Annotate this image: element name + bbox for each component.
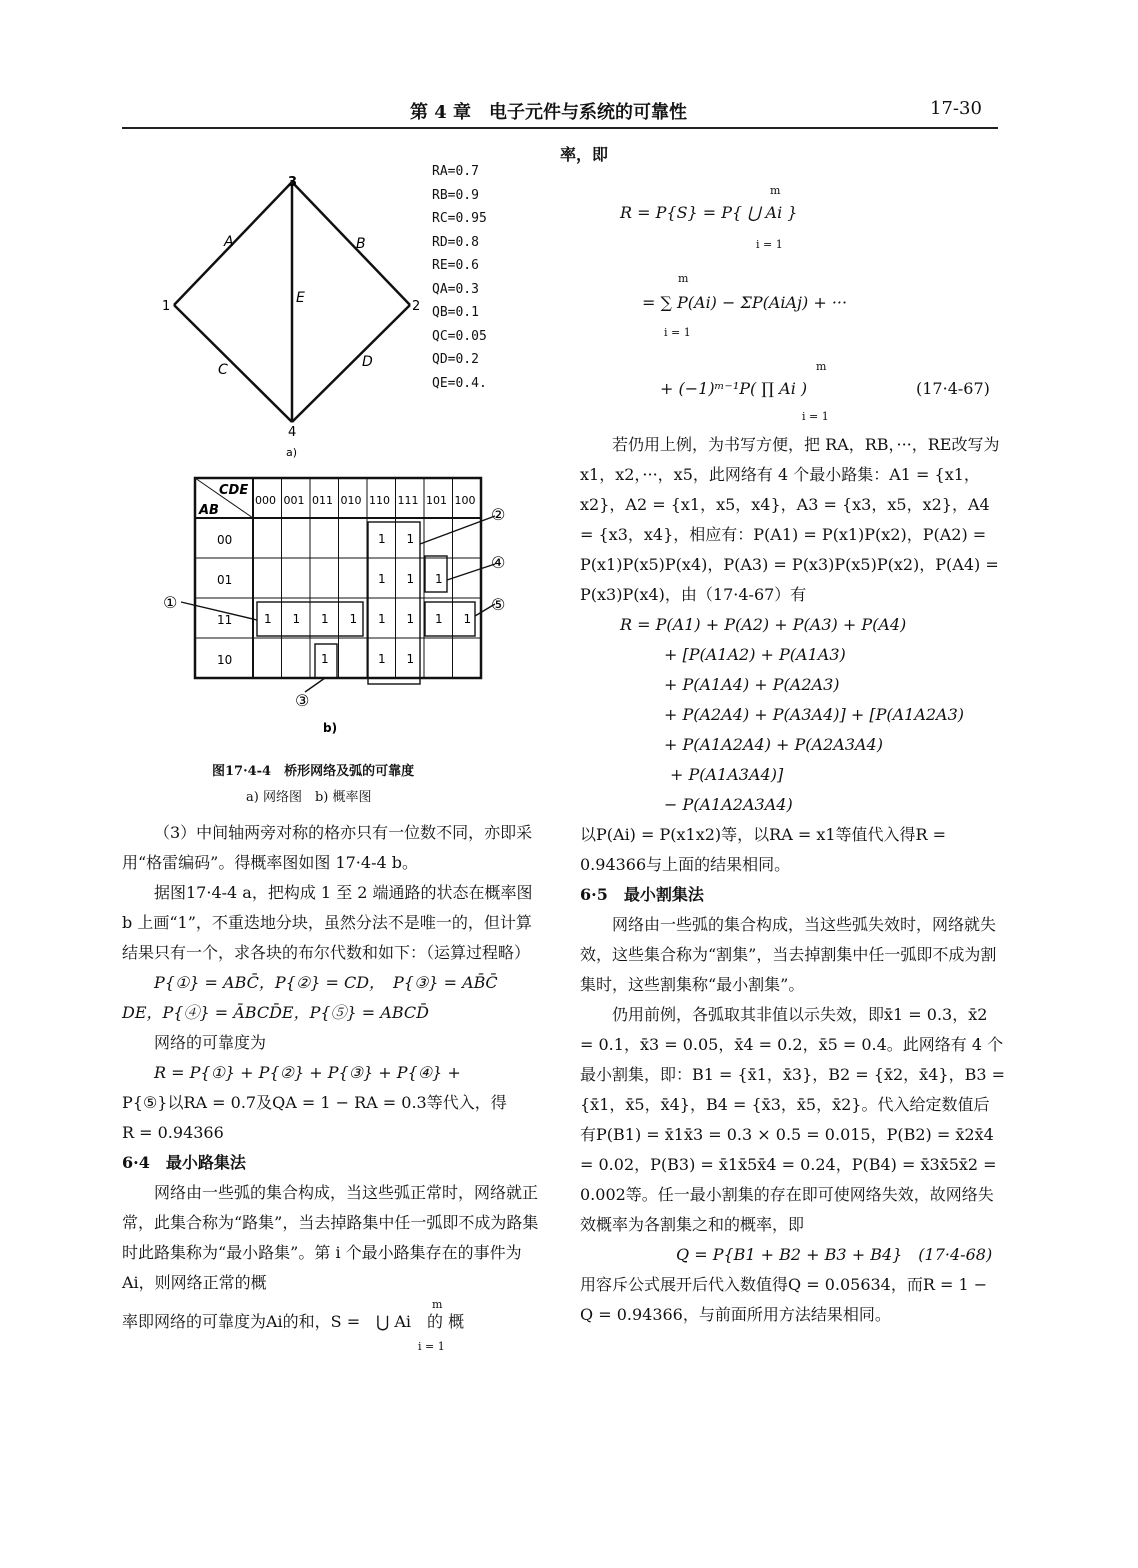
kmap-col-header: 011 <box>312 494 333 507</box>
kmap-cell-value: 1 <box>378 652 386 666</box>
union-formula-sub: i = 1 <box>418 1340 445 1353</box>
eq1-sub: i = 1 <box>756 238 783 251</box>
right-intro: 率，即 <box>560 145 609 164</box>
legend-item: QE=0.4. <box>432 375 487 391</box>
kmap-cell-value: 1 <box>321 612 329 626</box>
equation-3-block <box>580 350 1005 430</box>
node-1-label: 1 <box>162 299 171 314</box>
legend-item: QA=0.3 <box>432 281 479 297</box>
result-r-value: R = 0.94366 <box>122 1123 224 1142</box>
kmap-col-header: 111 <box>397 494 419 507</box>
equation-1-block <box>580 170 1005 260</box>
left-para-reliability-intro: 网络的可靠度为 <box>154 1033 267 1052</box>
section-heading-6-4: 6·4 最小路集法 <box>122 1153 246 1172</box>
legend-item: QB=0.1 <box>432 305 479 320</box>
group-3-label: ③ <box>295 691 310 710</box>
legend-item: RB=0.9 <box>432 187 479 203</box>
kmap-col-header: 100 <box>454 494 476 507</box>
kmap-cell-value: 1 <box>406 612 415 626</box>
kmap-cell-value: 1 <box>378 532 386 546</box>
kmap-cell-value: 1 <box>264 612 272 626</box>
kmap-cell-value: 1 <box>292 612 301 626</box>
left-column <box>122 818 547 1353</box>
eq3-text: + (−1)ᵐ⁻¹P( ∏ Ai ) <box>660 379 808 398</box>
right-para-4: 仍用前例，各弧取其非值以示失效，即x̄1 = 0.3，x̄2 = 0.1，x̄3 = 0.05，x̄4 = 0.2，x̄5 = 0.4。此网络有 4 个最小割集，即：B1 = {x̄1，x̄3}，B2 = {x̄2，x̄4}，B3 = {x̄1，x̄5，x̄4}，B4 = {x̄3，x̄5，x̄2}。代入给定数值后有P(B1) = x̄1x̄3 = 0.3 × 0.5 = 0.015，P(B2) = x̄2x̄4 = 0.02，P(B3) = x̄1x̄5x̄4 = 0.24，P(B4) = x̄3x̄5x̄2 = 0.002等。任一最小割集的存在即可使网络失效，故网络失效概率为各割集之和的概率，即 <box>580 1005 1005 1234</box>
kmap-cell-value: 1 <box>463 612 472 626</box>
group-5-label: ⑤ <box>491 595 506 614</box>
figure-subcaption: a) 网络图 b) 概率图 <box>246 790 372 805</box>
legend-item: RE=0.6 <box>432 258 479 273</box>
right-para-3: 网络由一些弧的集合构成，当这些弧失效时，网络就失效，这些集合称为“割集”，当去掉割集中任一弧即不成为割集时，这些割集称“最小割集”。 <box>580 915 997 994</box>
kmap-corner-cde: CDE <box>219 483 249 498</box>
legend-item: QD=0.2 <box>432 352 479 367</box>
header-rule <box>122 127 998 129</box>
equation-68: Q = P{B1 + B2 + B3 + B4} (17·4-68) <box>676 1245 993 1264</box>
kmap-corner-ab: AB <box>199 503 219 518</box>
kmap-cell-value: 1 <box>349 612 358 626</box>
left-para-1: （3）中间轴两旁对称的格亦只有一位数不同，亦即采用“格雷编码”。得概率图如图 17·4-4 b。 <box>122 823 533 872</box>
union-formula-line <box>122 1298 547 1353</box>
kmap-cell-value: 1 <box>378 572 386 586</box>
union-formula-sup: m <box>432 1298 443 1311</box>
eq2-sup: m <box>678 272 689 285</box>
legend-item: QC=0.05 <box>432 328 487 344</box>
eq3-sub: i = 1 <box>802 410 829 423</box>
eq1-text: R = P{S} = P{ ⋃ Ai } <box>620 203 798 222</box>
kmap-cell-value: 1 <box>435 612 443 626</box>
figure-caption: 图17·4-4 桥形网络及弧的可靠度 <box>212 764 415 779</box>
kmap-row-header: 11 <box>217 613 233 627</box>
equation-2-block <box>580 260 1005 350</box>
expansion-line-7: − P(A1A2A3A4) <box>664 795 793 814</box>
union-formula-text: 率即网络的可靠度为Ai的和，S = ⋃ Ai 的 概 <box>122 1312 465 1331</box>
group-1-label: ① <box>163 593 178 612</box>
arc-C-line <box>174 305 292 422</box>
kmap-cell-value: 1 <box>406 572 415 586</box>
left-para-substitution: P{⑤}以RA = 0.7及QA = 1 − RA = 0.3等代入，得 <box>122 1093 507 1112</box>
page-number: 17-30 <box>930 98 982 119</box>
bridge-network-diagram <box>160 170 430 460</box>
expansion-line-1: R = P(A1) + P(A2) + P(A3) + P(A4) <box>620 615 907 634</box>
left-para-2: 据图17·4-4 a，把构成 1 至 2 端通路的状态在概率图 b 上画“1”，不重迭地分块，虽然分法不是唯一的，但计算结果只有一个，求各块的布尔代数和如下：（运算过程略） <box>122 883 533 962</box>
kmap-col-header: 001 <box>283 494 305 507</box>
kmap-col-header: 110 <box>369 494 390 507</box>
kmap-row-header: 01 <box>217 573 233 587</box>
group-2-label: ② <box>491 505 506 524</box>
node-4-label: 4 <box>288 425 297 440</box>
reliability-legend <box>432 160 487 395</box>
kmap-cell-value: 1 <box>378 612 386 626</box>
formula-blocks-line1: P{①} = ABC̄，P{②} = CD， P{③} = AB̄C̄ <box>154 973 498 992</box>
eq3-sup: m <box>816 360 827 373</box>
sub-b-label: b) <box>323 721 338 735</box>
eq1-sup: m <box>770 184 781 197</box>
arc-D-line <box>292 305 410 422</box>
eq3-number: (17·4-67) <box>916 379 990 398</box>
formula-r-sum: R = P{①} + P{②} + P{③} + P{④} + <box>154 1063 461 1082</box>
kmap-col-header: 101 <box>426 494 447 507</box>
legend-item: RA=0.7 <box>432 164 479 179</box>
kmap-cell-value: 1 <box>406 652 415 666</box>
group-4-label: ④ <box>491 553 506 572</box>
left-para-min-path: 网络由一些弧的集合构成，当这些弧正常时，网络就正常，此集合称为“路集”，当去掉路集中任一弧即不成为路集时此路集称为“最小路集”。第 i 个最小路集存在的事件为Ai，则网络正常的概 <box>122 1183 539 1292</box>
arc-E-label: E <box>296 290 305 306</box>
node-3-label: 3 <box>288 175 298 190</box>
sub-a-label: a) <box>286 446 298 459</box>
chapter-title: 第 4 章 电子元件与系统的可靠性 <box>410 102 688 123</box>
formula-blocks-line2: DE，P{④} = ĀBCD̄E，P{⑤} = ABCD̄ <box>122 1003 429 1022</box>
arc-D-label: D <box>362 354 373 370</box>
right-para-2: 以P(Ai) = P(x1x2)等，以RA = x1等值代入得R = 0.94366与上面的结果相同。 <box>580 825 947 874</box>
arc-A-label: A <box>224 234 234 250</box>
expansion-line-4: + P(A2A4) + P(A3A4)] + [P(A1A2A3) <box>664 705 965 724</box>
arc-C-label: C <box>218 362 228 378</box>
legend-item: RC=0.95 <box>432 211 487 226</box>
legend-item: RD=0.8 <box>432 234 479 250</box>
kmap-col-header: 000 <box>255 494 276 507</box>
right-para-1: 若仍用上例，为书写方便，把 RA，RB，···，RE改写为x1，x2，···，x5，此网络有 4 个最小路集：A1 = {x1，x2}，A2 = {x1，x5，x4}，A3 = {x3，x5，x2}，A4 = {x3，x4}，相应有：P(A1) = P(x1)P(x2)，P(A2) = P(x1)P(x5)P(x4)，P(A3) = P(x3)P(x5)P(x2)，P(A4) = P(x3)P(x4)，由（17·4-67）有 <box>580 435 1000 604</box>
section-heading-6-5: 6·5 最小割集法 <box>580 885 704 904</box>
kmap-cell-value: 1 <box>435 572 443 586</box>
arc-B-line <box>292 182 410 305</box>
right-column <box>560 140 1005 1330</box>
kmap-row-header: 00 <box>217 533 233 547</box>
kmap-cell-value: 1 <box>321 652 329 666</box>
expansion-line-3: + P(A1A4) + P(A2A3) <box>664 675 840 694</box>
eq2-text: = ∑ P(Ai) − ΣP(AiAj) + ··· <box>642 293 848 312</box>
kmap-row-header: 10 <box>217 653 233 667</box>
kmap-col-header: 010 <box>340 494 362 507</box>
arc-B-label: B <box>356 236 366 252</box>
kmap-cell-value: 1 <box>406 532 415 546</box>
right-para-5: 用容斥公式展开后代入数值得Q = 0.05634，而R = 1 − Q = 0.94366，与前面所用方法结果相同。 <box>580 1275 988 1324</box>
node-2-label: 2 <box>412 299 421 314</box>
expansion-line-2: + [P(A1A2) + P(A1A3) <box>664 645 846 664</box>
expansion-line-5: + P(A1A2A4) + P(A2A3A4) <box>664 735 883 754</box>
expansion-line-6: + P(A1A3A4)] <box>670 765 784 784</box>
karnaugh-map <box>155 470 515 740</box>
eq2-sub: i = 1 <box>664 326 691 339</box>
